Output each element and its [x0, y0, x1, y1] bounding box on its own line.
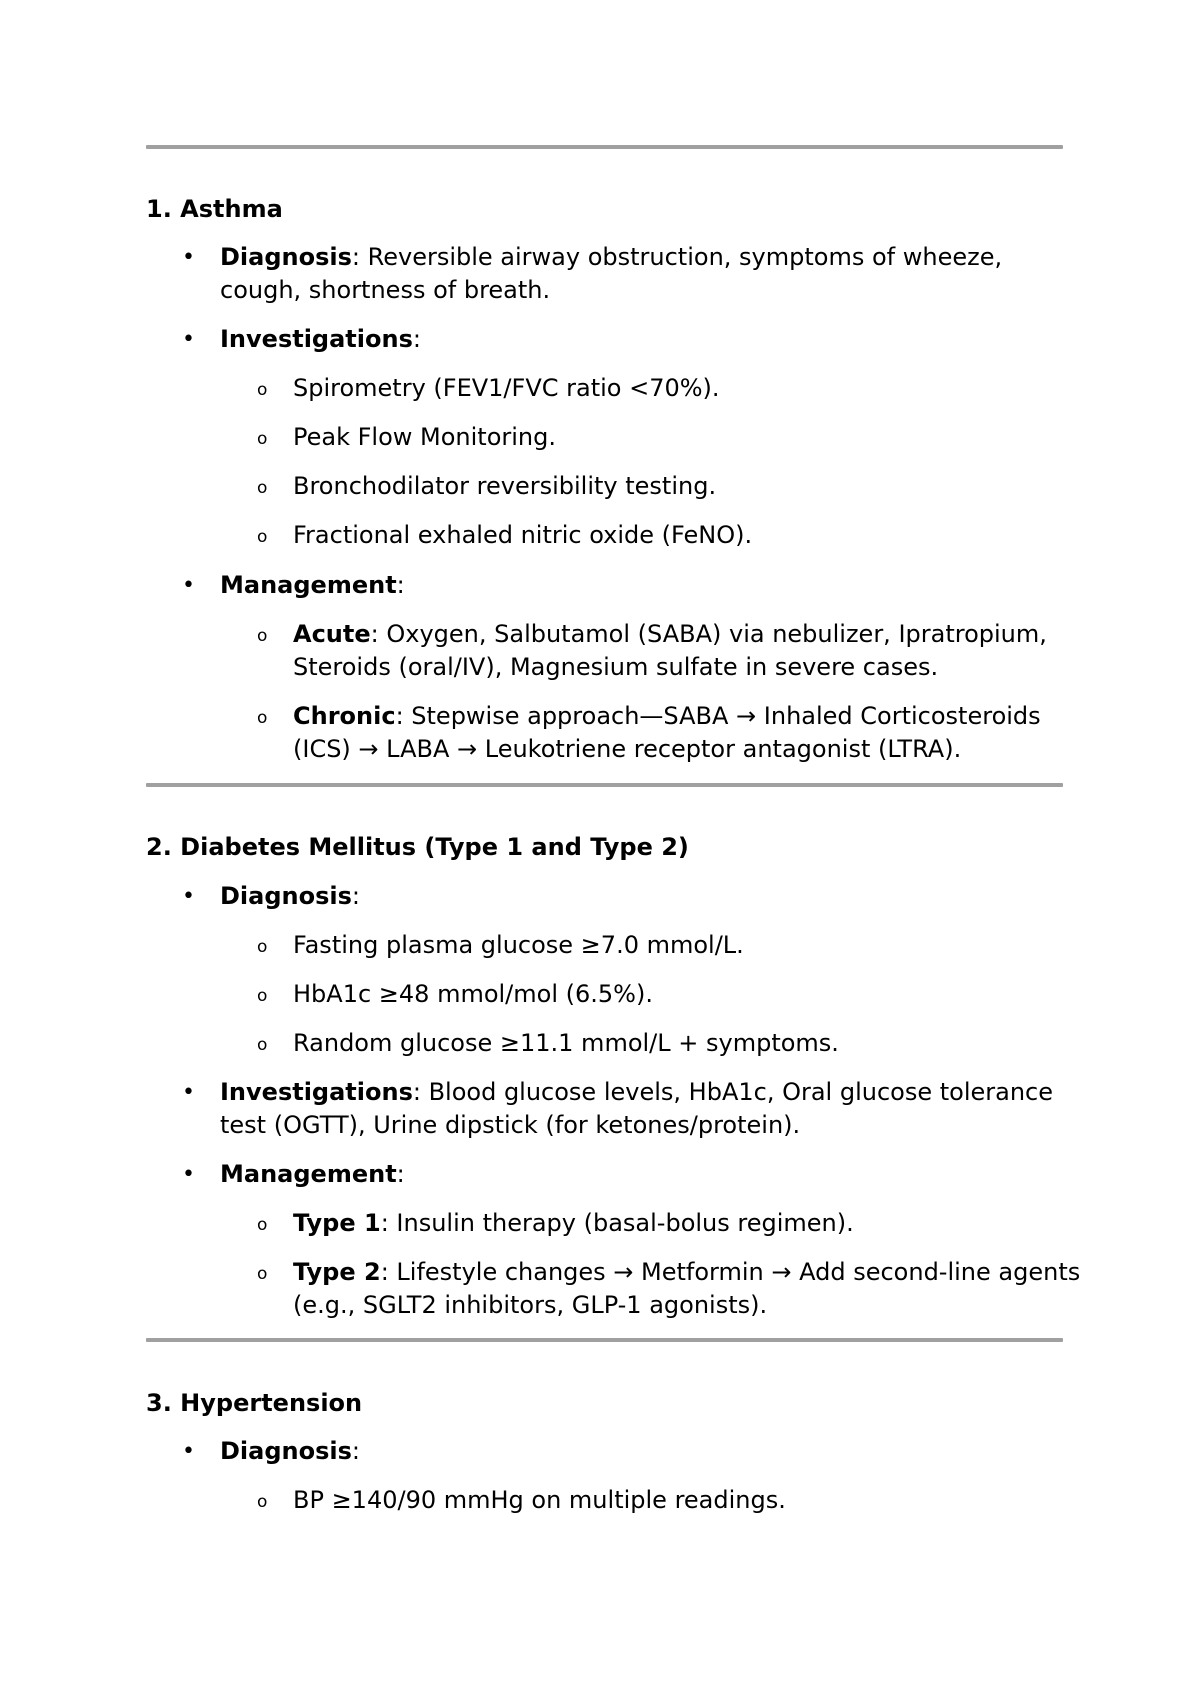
sub-bullet-icon: o: [257, 986, 268, 1006]
sub-item-label: Type 2: [293, 1258, 381, 1286]
section-title-asthma: 1. Asthma: [146, 195, 283, 223]
item-text: :: [396, 1160, 405, 1188]
list-item: [182, 880, 1080, 913]
sub-item-label: Type 1: [293, 1209, 381, 1237]
sub-item-text: : Lifestyle changes → Metformin → Add second-line agents (e.g., SGLT2 inhibitors, GLP-1 agonists).: [293, 1258, 1081, 1319]
section-title-diabetes: 2. Diabetes Mellitus (Type 1 and Type 2): [146, 833, 689, 861]
sub-list-item: [257, 421, 1093, 454]
item-label: Diagnosis: [220, 1437, 352, 1465]
item-label: Investigations: [220, 1078, 413, 1106]
sub-list-item: [257, 470, 1093, 503]
sub-bullet-icon: o: [257, 937, 268, 957]
bullet-icon: •: [182, 573, 195, 598]
list-item: [182, 1158, 1080, 1191]
bullet-icon: •: [182, 1439, 195, 1464]
list-item: [182, 1076, 1080, 1142]
sub-list-item: [257, 1256, 1093, 1322]
item-text: : Blood glucose levels, HbA1c, Oral glucose tolerance test (OGTT), Urine dipstick (for ketones/protein).: [220, 1078, 1054, 1139]
sub-item-text: Fractional exhaled nitric oxide (FeNO).: [293, 521, 753, 549]
sub-item-text: : Oxygen, Salbutamol (SABA) via nebulizer, Ipratropium, Steroids (oral/IV), Magnesium sulfate in severe cases.: [293, 620, 1047, 681]
item-text: :: [396, 571, 405, 599]
sub-bullet-icon: o: [257, 1035, 268, 1055]
item-label: Diagnosis: [220, 243, 352, 271]
horizontal-rule: [146, 1338, 1063, 1342]
sub-bullet-icon: o: [257, 478, 268, 498]
sub-list-item: [257, 1027, 1093, 1060]
sub-list-item: [257, 519, 1093, 552]
section-title-hypertension: 3. Hypertension: [146, 1389, 363, 1417]
sub-item-label: Acute: [293, 620, 371, 648]
sub-list-item: [257, 700, 1093, 766]
bullet-icon: •: [182, 1162, 195, 1187]
sub-bullet-icon: o: [257, 1215, 268, 1235]
item-label: Diagnosis: [220, 882, 352, 910]
horizontal-rule: [146, 783, 1063, 787]
sub-bullet-icon: o: [257, 708, 268, 728]
item-text: : Reversible airway obstruction, symptoms of wheeze, cough, shortness of breath.: [220, 243, 1003, 304]
item-text: :: [412, 325, 421, 353]
sub-item-label: Chronic: [293, 702, 396, 730]
sub-item-text: : Insulin therapy (basal-bolus regimen).: [380, 1209, 854, 1237]
sub-bullet-icon: o: [257, 1264, 268, 1284]
list-item: [182, 569, 1080, 602]
sub-item-text: Bronchodilator reversibility testing.: [293, 472, 717, 500]
sub-item-text: HbA1c ≥48 mmol/mol (6.5%).: [293, 980, 653, 1008]
sub-bullet-icon: o: [257, 429, 268, 449]
list-item: [182, 1435, 1080, 1468]
sub-bullet-icon: o: [257, 626, 268, 646]
sub-bullet-icon: o: [257, 1492, 268, 1512]
sub-item-text: : Stepwise approach—SABA → Inhaled Corticosteroids (ICS) → LABA → Leukotriene receptor antagonist (LTRA).: [293, 702, 1041, 763]
sub-list-item: [257, 372, 1093, 405]
item-label: Management: [220, 571, 397, 599]
sub-item-text: Fasting plasma glucose ≥7.0 mmol/L.: [293, 931, 744, 959]
bullet-icon: •: [182, 327, 195, 352]
sub-bullet-icon: o: [257, 527, 268, 547]
sub-item-text: BP ≥140/90 mmHg on multiple readings.: [293, 1486, 786, 1514]
sub-list-item: [257, 618, 1093, 684]
list-item: [182, 241, 1080, 307]
item-label: Investigations: [220, 325, 413, 353]
item-label: Management: [220, 1160, 397, 1188]
item-text: :: [351, 1437, 360, 1465]
bullet-icon: •: [182, 1080, 195, 1105]
sub-item-text: Peak Flow Monitoring.: [293, 423, 557, 451]
bullet-icon: •: [182, 884, 195, 909]
sub-list-item: [257, 929, 1093, 962]
sub-list-item: [257, 978, 1093, 1011]
sub-bullet-icon: o: [257, 380, 268, 400]
horizontal-rule: [146, 145, 1063, 149]
sub-item-text: Random glucose ≥11.1 mmol/L + symptoms.: [293, 1029, 839, 1057]
sub-list-item: [257, 1207, 1093, 1240]
item-text: :: [351, 882, 360, 910]
bullet-icon: •: [182, 245, 195, 270]
sub-item-text: Spirometry (FEV1/FVC ratio <70%).: [293, 374, 720, 402]
sub-list-item: [257, 1484, 1093, 1517]
list-item: [182, 323, 1080, 356]
